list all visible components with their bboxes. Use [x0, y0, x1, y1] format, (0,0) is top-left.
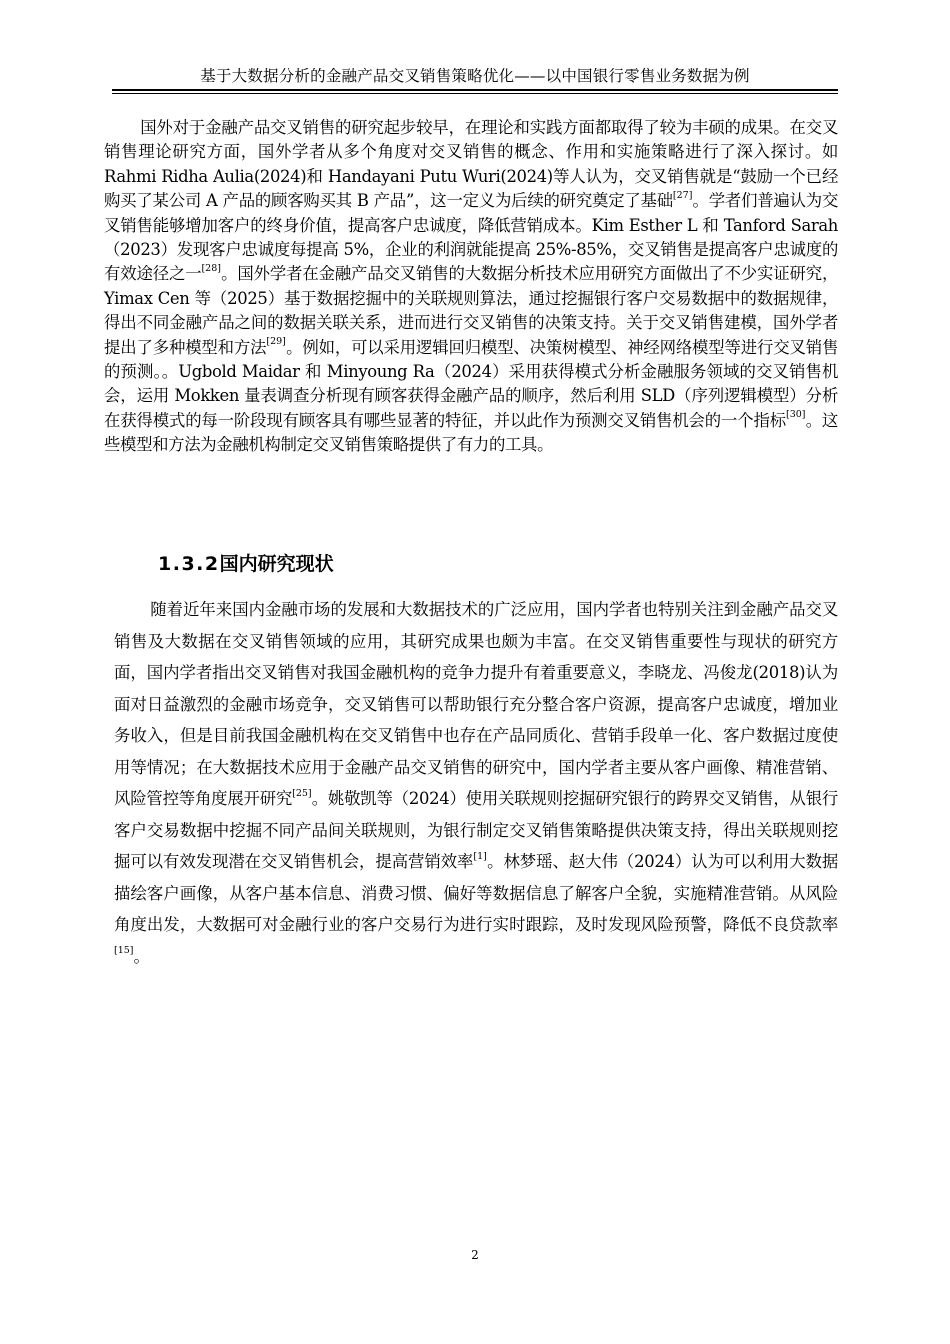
paragraph-text: 。例如，可以采用逻辑回归模型、决策树模型、神经网络模型等进行交叉销售的预测。。Ugbold Maidar 和 Minyoung Ra（2024）采用获得模式分析金融服务领域的交叉销售机会，运用 Mokken 量表调查分析现有顾客获得金融产品的顺序，然后利用 SLD（序列逻辑模型）分析在获得模式的每一阶段现有顾客具有哪些显著的特征，并以此作为预测交叉销售机会的一个指标	[104, 337, 838, 430]
paragraph-foreign-research	[104, 116, 838, 458]
paragraph-text: 。学者们普遍认为交叉销售能够增加客户的终身价值，提高客户忠诚度，降低营销成本。Kim Esther L 和 Tanford Sarah（2023）发现客户忠诚度每提高 5%，企业的利润就能提高 25%-85%，交叉销售是提高客户忠诚度的有效途径之一	[104, 191, 838, 284]
paragraph-domestic-research	[114, 594, 838, 972]
citation: [30]	[785, 409, 806, 421]
citation: [29]	[266, 336, 286, 348]
citation: [27]	[672, 189, 693, 201]
header-rule-thin	[112, 93, 838, 94]
citation: [25]	[292, 787, 312, 799]
paragraph-text: 。这些模型和方法为金融机构制定交叉销售策略提供了有力的工具。	[104, 410, 838, 455]
paragraph-text: 。林梦瑶、赵大伟（2024）认为可以利用大数据描绘客户画像，从客户基本信息、消费习惯、偏好等数据信息了解客户全貌，实施精准营销。从风险角度出发，大数据可对金融行业的客户交易行为进行实时跟踪，及时发现风险预警，降低不良贷款率	[114, 852, 838, 934]
paragraph-text: 。姚敬凯等（2024）使用关联规则挖掘研究银行的跨界交叉销售，从银行客户交易数据中挖掘不同产品间关联规则，为银行制定交叉销售策略提供决策支持，得出关联规则挖掘可以有效发现潜在交叉销售机会，提高营销效率	[114, 789, 838, 871]
page-number: 2	[471, 1248, 479, 1262]
section-heading	[158, 552, 334, 576]
citation: [1]	[473, 850, 487, 862]
section-number: 1.3.2	[158, 553, 220, 575]
header-rule-thick	[112, 89, 838, 91]
paragraph-text: 国外对于金融产品交叉销售的研究起步较早，在理论和实践方面都取得了较为丰硕的成果。在交叉销售理论研究方面，国外学者从多个角度对交叉销售的概念、作用和实施策略进行了深入探讨。如 Rahmi Ridha Aulia(2024)和 Handayani Putu Wuri(2024)等人认为，交叉销售就是“鼓励一个已经购买了某公司 A 产品的顾客购买其 B 产品”，这一定义为后续的研究奠定了基础	[104, 118, 838, 211]
paragraph-text: 。国外学者在金融产品交叉销售的大数据分析技术应用研究方面做出了不少实证研究，Yimax Cen 等（2025）基于数据挖掘中的关联规则算法，通过挖掘银行客户交易数据中的数据规律，得出不同金融产品之间的数据关联关系，进而进行交叉销售的决策支持。关于交叉销售建模，国外学者提出了多种模型和方法	[104, 264, 838, 357]
citation: [15]	[114, 945, 134, 957]
section-title: 国内研究现状	[219, 553, 334, 575]
paragraph-text: 。	[133, 946, 150, 966]
paragraph-text: 随着近年来国内金融市场的发展和大数据技术的广泛应用，国内学者也特别关注到金融产品交叉销售及大数据在交叉销售领域的应用，其研究成果也颇为丰富。在交叉销售重要性与现状的研究方面，国内学者指出交叉销售对我国金融机构的竞争力提升有着重要意义，李晓龙、冯俊龙(2018)认为面对日益激烈的金融市场竞争，交叉销售可以帮助银行充分整合客户资源，提高客户忠诚度，增加业务收入，但是目前我国金融机构在交叉销售中也存在产品同质化、营销手段单一化、客户数据过度使用等情况；在大数据技术应用于金融产品交叉销售的研究中，国内学者主要从客户画像、精准营销、风险管控等角度展开研究	[114, 600, 838, 808]
running-header: 基于大数据分析的金融产品交叉销售策略优化——以中国银行零售业务数据为例	[200, 67, 750, 85]
citation: [28]	[201, 262, 221, 274]
